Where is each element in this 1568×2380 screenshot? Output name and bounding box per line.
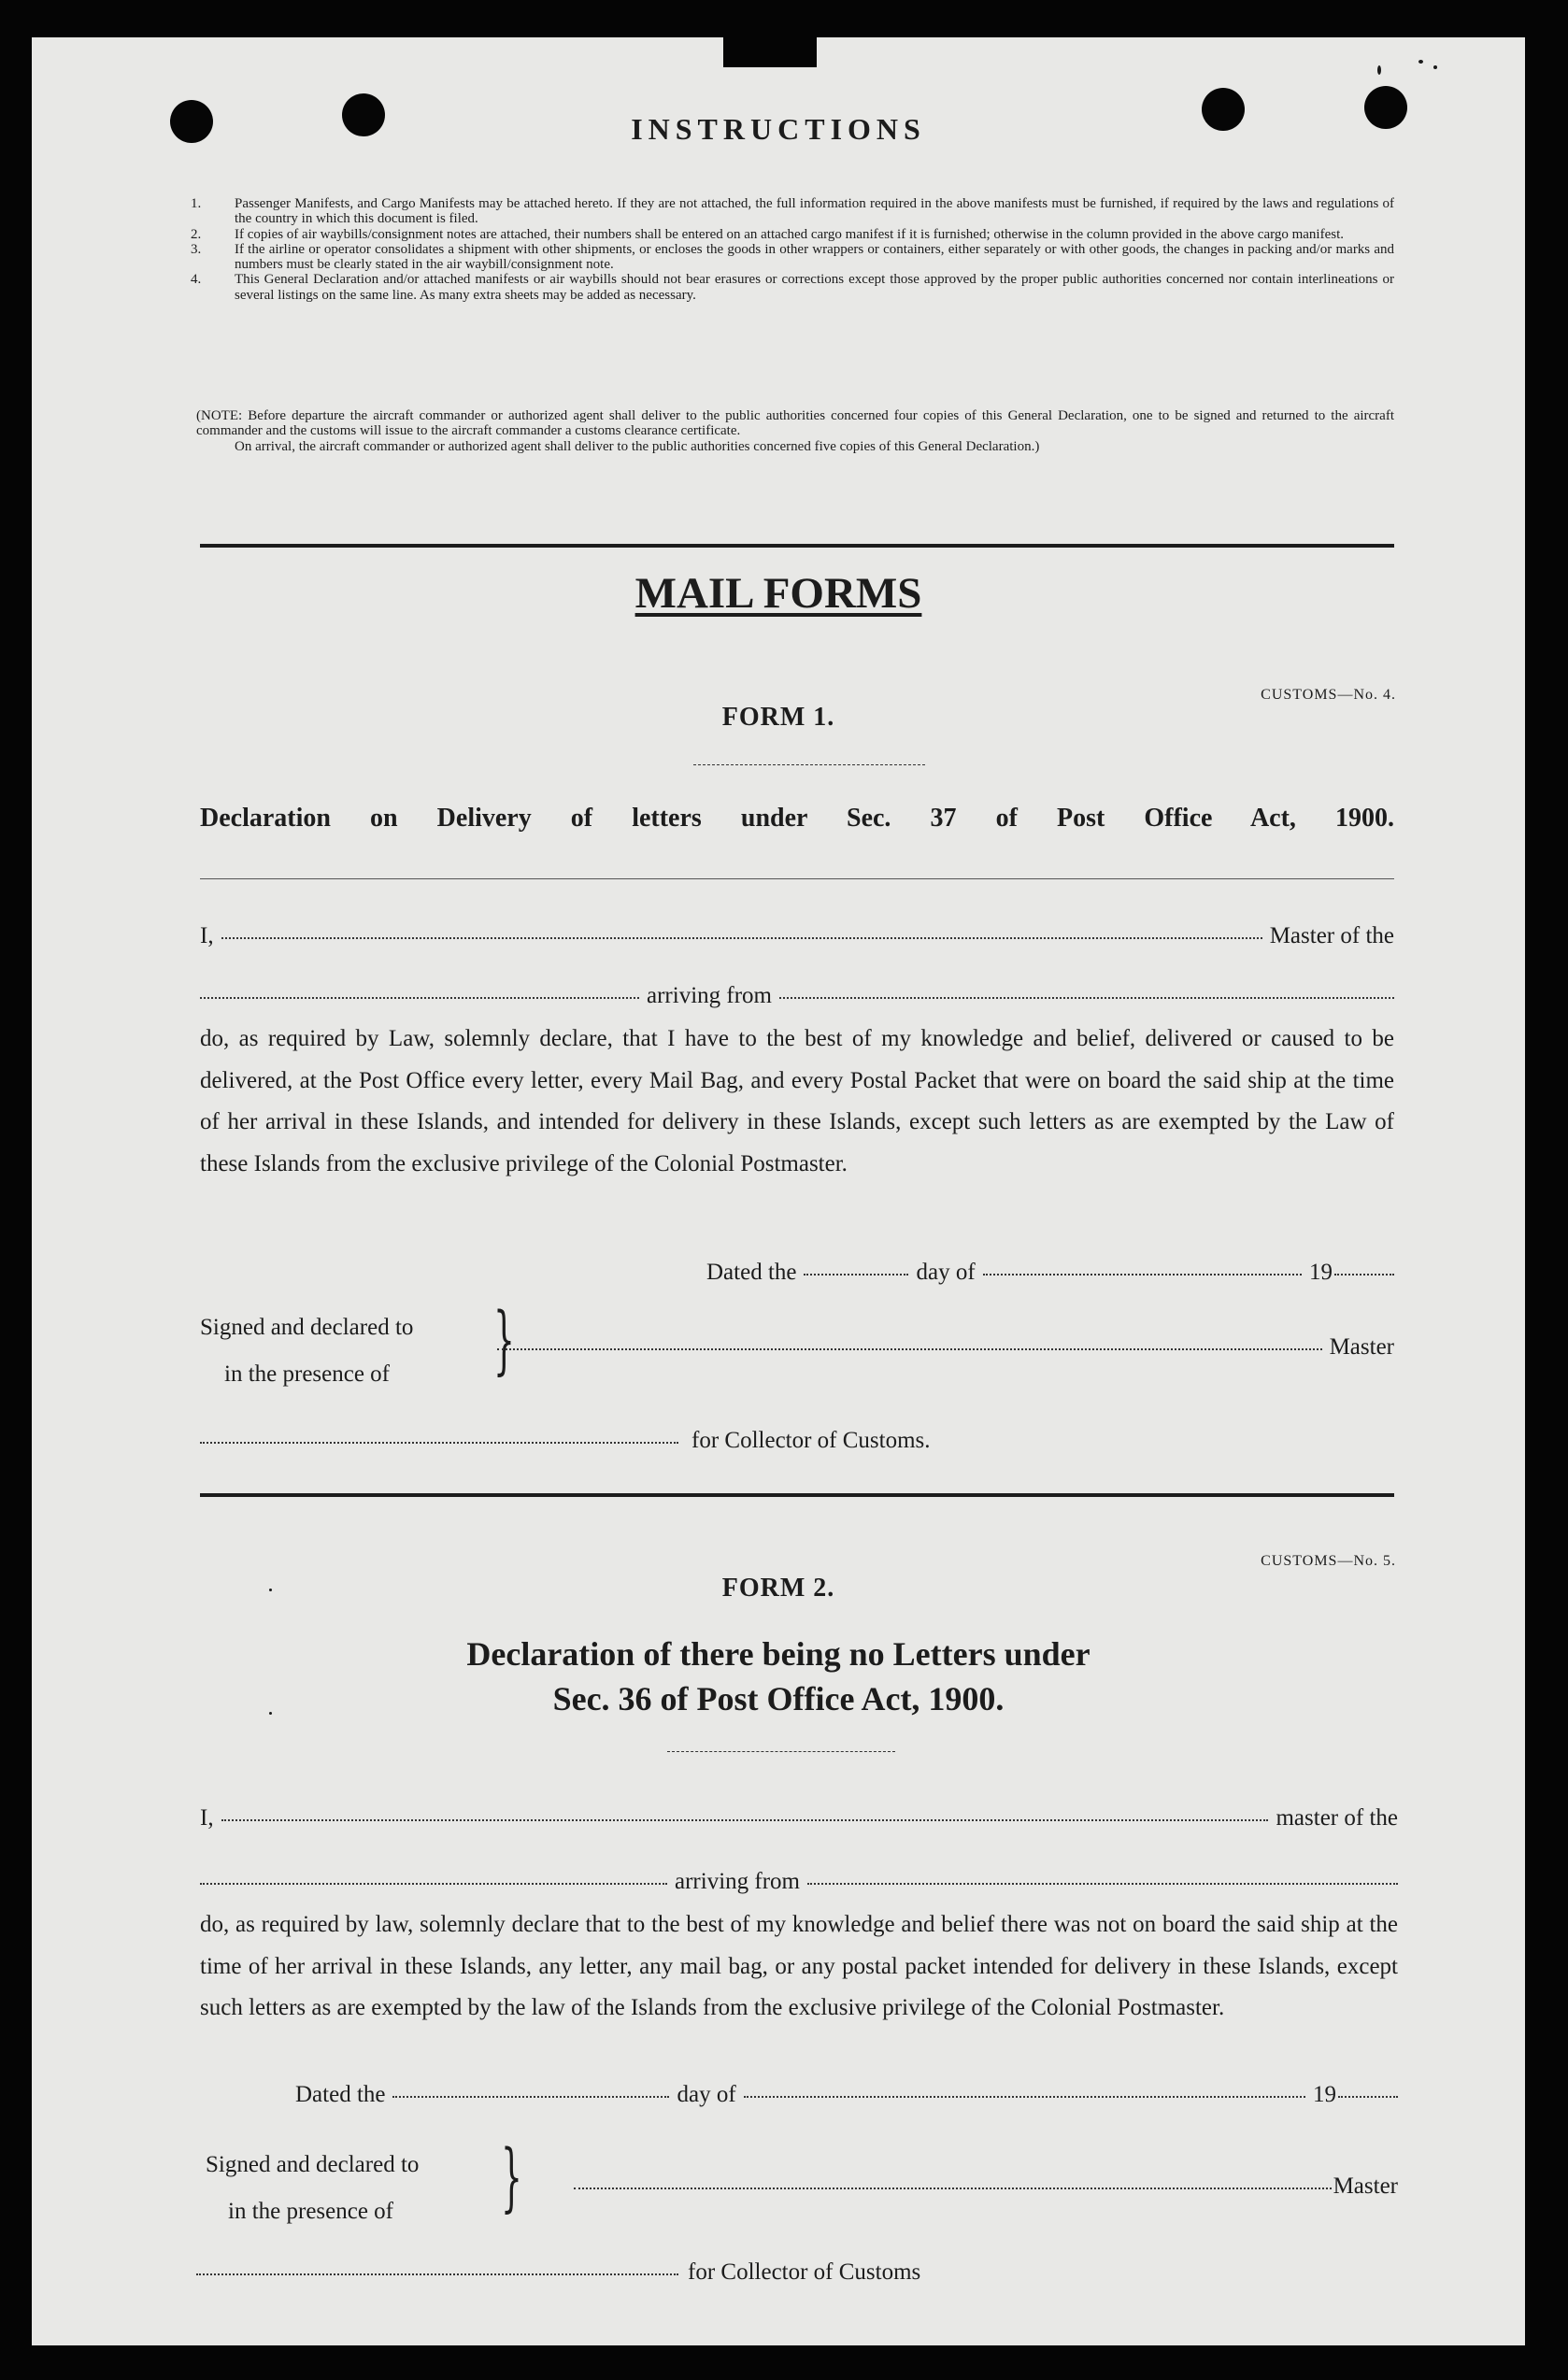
note-departure: (NOTE: Before departure the aircraft commander or authorized agent shall deliver to the public authorities concerned four copies of this General Declaration, one to be signed and returned to the aircraft commander and the customs will issue to the aircraft commander a customs clearance certificate. — [196, 408, 1394, 439]
dated-the-label: Dated the — [706, 1260, 797, 1285]
item-number: 1. — [191, 196, 202, 211]
form2-body: do, as required by law, solemnly declare that to the best of my knowledge and belief there was not on board the said ship at the time of her arrival in these Islands, any letter, any mail bag, or any postal packet intended for delivery in these Islands, except such letters as are exempted by the law of the Islands from the exclusive privilege of the Colonial Postmaster. — [200, 1912, 1398, 2020]
instructions-list — [191, 196, 1394, 303]
master-label: Master — [1329, 1334, 1394, 1360]
form1-arriving-line — [200, 983, 1394, 1009]
signed-line-2: in the presence of — [224, 1361, 391, 1387]
form1-customs-number: CUSTOMS—No. 4. — [1261, 687, 1396, 703]
form2-signed-label — [206, 2142, 419, 2235]
origin-blank[interactable] — [779, 997, 1394, 999]
i-label: I, — [200, 923, 214, 948]
year-blank[interactable] — [1334, 1274, 1394, 1276]
item-text: Passenger Manifests, and Cargo Manifests may be attached hereto. If they are not attached, the full information required in the above manifests must be furnished, if required by the laws and regulations of the country in which this document is filed. — [235, 196, 1394, 227]
year-prefix: 19 — [1313, 2082, 1336, 2107]
binding-tab — [723, 36, 817, 67]
item-number: 4. — [191, 272, 202, 288]
note-arrival: On arrival, the aircraft commander or authorized agent shall deliver to the public authorities concerned five copies of this General Declaration.) — [235, 438, 1040, 454]
day-of-label: day of — [916, 1260, 976, 1285]
document-page — [32, 37, 1525, 2345]
item-text: If copies of air waybills/consignment notes are attached, their numbers shall be entered on an attached cargo manifest if it is furnished; otherwise in the column provided in the above cargo manifest. — [235, 226, 1344, 242]
year-prefix: 19 — [1309, 1260, 1333, 1285]
item-number: 2. — [191, 226, 202, 242]
month-blank[interactable] — [744, 2096, 1305, 2098]
instruction-item — [191, 196, 1394, 227]
mail-forms-title: MAIL FORMS — [634, 569, 922, 618]
form2-master-line — [574, 2173, 1398, 2200]
form2-collector-line — [196, 2259, 1037, 2286]
form1-heading-rule — [693, 764, 925, 765]
form2-name-line — [200, 1805, 1398, 1831]
form2-title-line-2: Sec. 36 of Post Office Act, 1900. — [552, 1680, 1005, 1717]
form1-dated-line — [706, 1260, 1394, 1286]
item-text: This General Declaration and/or attached manifests or air waybills should not bear erasures or corrections except those approved by the proper public authorities concerned nor contain interlineations or several listings on the same line. As many extra sheets may be added as necessary. — [235, 272, 1394, 303]
speck — [1433, 65, 1437, 69]
ship-name-blank[interactable] — [200, 997, 639, 999]
month-blank[interactable] — [983, 1274, 1302, 1276]
dated-the-label: Dated the — [295, 2082, 386, 2107]
form2-brace: } — [500, 2133, 522, 2220]
ship-name-blank[interactable] — [200, 1883, 667, 1885]
collector-signature-blank[interactable] — [200, 1442, 678, 1444]
master-signature-blank[interactable] — [497, 1348, 1322, 1350]
form2-title-line-1: Declaration of there being no Letters under — [466, 1635, 1090, 1673]
form2-dated-line — [295, 2082, 1398, 2108]
section-rule — [200, 544, 1394, 548]
form1-heading: FORM 1. — [721, 703, 835, 732]
signed-line-1: Signed and declared to — [200, 1315, 414, 1340]
day-blank[interactable] — [392, 2096, 669, 2098]
for-collector-label: for Collector of Customs — [688, 2259, 921, 2285]
form2-heading: FORM 2. — [721, 1574, 835, 1603]
day-of-label: day of — [677, 2082, 736, 2107]
speck — [1418, 60, 1423, 64]
form2-customs-number: CUSTOMS—No. 5. — [1261, 1553, 1396, 1569]
form1-declaration-title: Declaration on Delivery of letters under Sec. 37 of Post Office Act, 1900. — [200, 804, 1394, 833]
form1-title-rule — [200, 878, 1394, 879]
master-of-the-label: master of the — [1276, 1805, 1398, 1831]
master-signature-blank[interactable] — [574, 2188, 1332, 2189]
instructions-note — [196, 408, 1394, 454]
origin-blank[interactable] — [807, 1883, 1398, 1885]
item-number: 3. — [191, 241, 202, 257]
form1-name-line — [200, 923, 1394, 949]
form1-collector-line — [200, 1428, 1041, 1454]
form2-title — [32, 1632, 1525, 1721]
instruction-item — [191, 242, 1394, 273]
form1-brace: } — [492, 1296, 515, 1383]
signed-line-2: in the presence of — [228, 2199, 394, 2224]
collector-signature-blank[interactable] — [196, 2273, 678, 2275]
instructions-title: INSTRUCTIONS — [631, 112, 926, 146]
form2-heading-rule — [667, 1751, 895, 1752]
form-divider-rule — [200, 1493, 1394, 1497]
item-text: If the airline or operator consolidates a shipment with other shipments, or encloses the goods in other wrappers or containers, either separately or with other goods, the changes in packing and/or marks and numbers must be clearly stated in the air waybill/consignment note. — [235, 241, 1394, 273]
master-of-the-label: Master of the — [1269, 923, 1394, 948]
form1-body: do, as required by Law, solemnly declare, that I have to the best of my knowledge and belief, delivered or caused to be delivered, at the Post Office every letter, every Mail Bag, and every Postal Packet that were on board the said ship at the time of her arrival in these Islands, and intended for delivery in these Islands, except such letters as are exempted by the Law of these Islands from the exclusive privilege of the Colonial Postmaster. — [200, 1026, 1394, 1176]
year-blank[interactable] — [1338, 2096, 1398, 2098]
instruction-item — [191, 227, 1394, 242]
name-blank[interactable] — [221, 937, 1262, 939]
arriving-from-label: arriving from — [675, 1869, 800, 1894]
instruction-item — [191, 272, 1394, 303]
speck — [1377, 65, 1381, 75]
arriving-from-label: arriving from — [647, 983, 772, 1008]
i-label: I, — [200, 1805, 214, 1831]
form1-master-line — [497, 1334, 1394, 1361]
day-blank[interactable] — [804, 1274, 908, 1276]
form1-signed-label — [200, 1304, 413, 1398]
for-collector-label: for Collector of Customs. — [691, 1428, 931, 1453]
name-blank[interactable] — [221, 1819, 1269, 1821]
form2-arriving-line — [200, 1869, 1398, 1895]
master-label: Master — [1333, 2173, 1398, 2199]
signed-line-1: Signed and declared to — [206, 2152, 420, 2177]
